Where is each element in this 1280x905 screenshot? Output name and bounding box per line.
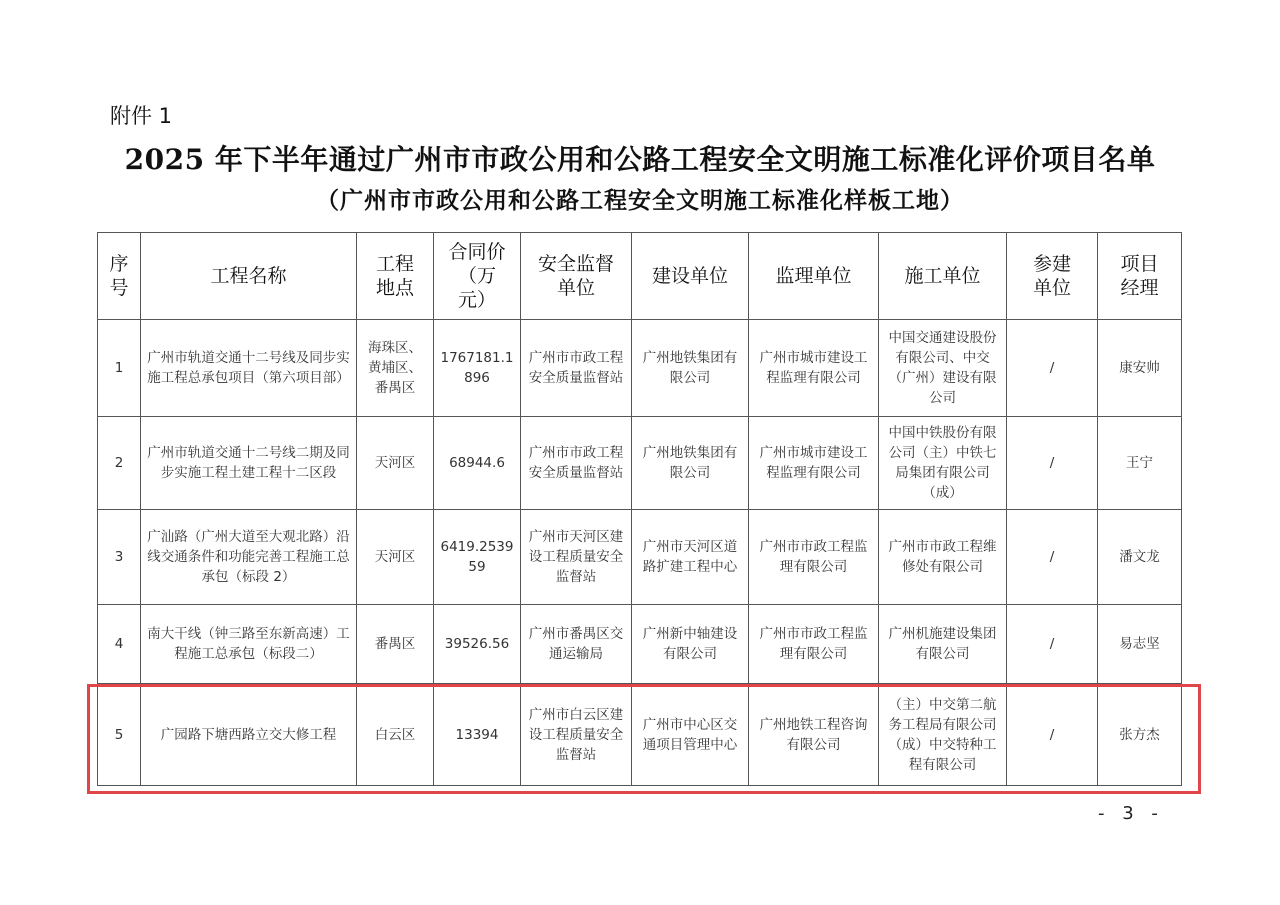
header-location: 工程地点 <box>357 233 434 320</box>
cell-location: 海珠区、黄埔区、番禺区 <box>357 320 434 417</box>
cell-manager: 王宁 <box>1098 417 1182 510</box>
attachment-label: 附件 1 <box>110 104 173 128</box>
header-no: 序号 <box>98 233 141 320</box>
header-monitor: 监理单位 <box>749 233 879 320</box>
page-number: - 3 - <box>1098 803 1164 824</box>
cell-participant: / <box>1007 510 1098 605</box>
cell-no: 3 <box>98 510 141 605</box>
page-title: 2025 年下半年通过广州市市政公用和公路工程安全文明施工标准化评价项目名单 <box>124 143 1156 176</box>
cell-location: 天河区 <box>357 510 434 605</box>
header-builder: 建设单位 <box>632 233 749 320</box>
header-supervision: 安全监督单位 <box>521 233 632 320</box>
cell-price: 13394 <box>434 684 521 786</box>
cell-no: 5 <box>98 684 141 786</box>
cell-price: 68944.6 <box>434 417 521 510</box>
header-price: 合同价（万元） <box>434 233 521 320</box>
cell-supervision: 广州市天河区建设工程质量安全监督站 <box>521 510 632 605</box>
cell-contractor: 广州机施建设集团有限公司 <box>879 605 1007 684</box>
cell-location: 番禺区 <box>357 605 434 684</box>
cell-price: 6419.253959 <box>434 510 521 605</box>
cell-participant: / <box>1007 417 1098 510</box>
cell-supervision: 广州市市政工程安全质量监督站 <box>521 417 632 510</box>
cell-builder: 广州地铁集团有限公司 <box>632 417 749 510</box>
cell-supervision: 广州市番禺区交通运输局 <box>521 605 632 684</box>
table-header-row <box>98 233 1182 320</box>
header-participant: 参建单位 <box>1007 233 1098 320</box>
cell-monitor: 广州市城市建设工程监理有限公司 <box>749 320 879 417</box>
cell-builder: 广州新中轴建设有限公司 <box>632 605 749 684</box>
table-row <box>98 417 1182 510</box>
cell-name: 广州市轨道交通十二号线及同步实施工程总承包项目（第六项目部） <box>141 320 357 417</box>
cell-manager: 易志坚 <box>1098 605 1182 684</box>
table-row <box>98 320 1182 417</box>
cell-supervision: 广州市市政工程安全质量监督站 <box>521 320 632 417</box>
cell-no: 1 <box>98 320 141 417</box>
header-contractor: 施工单位 <box>879 233 1007 320</box>
cell-no: 2 <box>98 417 141 510</box>
cell-name: 广州市轨道交通十二号线二期及同步实施工程土建工程十二区段 <box>141 417 357 510</box>
cell-contractor: 中国交通建设股份有限公司、中交（广州）建设有限公司 <box>879 320 1007 417</box>
cell-contractor: 中国中铁股份有限公司（主）中铁七局集团有限公司（成） <box>879 417 1007 510</box>
cell-manager: 张方杰 <box>1098 684 1182 786</box>
cell-participant: / <box>1007 605 1098 684</box>
cell-builder: 广州地铁集团有限公司 <box>632 320 749 417</box>
cell-price: 1767181.1896 <box>434 320 521 417</box>
cell-no: 4 <box>98 605 141 684</box>
cell-monitor: 广州地铁工程咨询有限公司 <box>749 684 879 786</box>
cell-manager: 康安帅 <box>1098 320 1182 417</box>
table-row <box>98 605 1182 684</box>
page-subtitle: （广州市市政公用和公路工程安全文明施工标准化样板工地） <box>316 187 964 214</box>
cell-builder: 广州市天河区道路扩建工程中心 <box>632 510 749 605</box>
table-row <box>98 684 1182 786</box>
cell-contractor: （主）中交第二航务工程局有限公司（成）中交特种工程有限公司 <box>879 684 1007 786</box>
cell-name: 广汕路（广州大道至大观北路）沿线交通条件和功能完善工程施工总承包（标段 2） <box>141 510 357 605</box>
cell-monitor: 广州市市政工程监理有限公司 <box>749 510 879 605</box>
cell-location: 天河区 <box>357 417 434 510</box>
cell-location: 白云区 <box>357 684 434 786</box>
cell-participant: / <box>1007 684 1098 786</box>
cell-name: 广园路下塘西路立交大修工程 <box>141 684 357 786</box>
cell-supervision: 广州市白云区建设工程质量安全监督站 <box>521 684 632 786</box>
table-row <box>98 510 1182 605</box>
header-name: 工程名称 <box>141 233 357 320</box>
cell-manager: 潘文龙 <box>1098 510 1182 605</box>
project-table <box>97 232 1182 786</box>
cell-monitor: 广州市城市建设工程监理有限公司 <box>749 417 879 510</box>
cell-name: 南大干线（钟三路至东新高速）工程施工总承包（标段二） <box>141 605 357 684</box>
cell-contractor: 广州市市政工程维修处有限公司 <box>879 510 1007 605</box>
cell-price: 39526.56 <box>434 605 521 684</box>
cell-builder: 广州市中心区交通项目管理中心 <box>632 684 749 786</box>
cell-participant: / <box>1007 320 1098 417</box>
cell-monitor: 广州市市政工程监理有限公司 <box>749 605 879 684</box>
header-manager: 项目经理 <box>1098 233 1182 320</box>
